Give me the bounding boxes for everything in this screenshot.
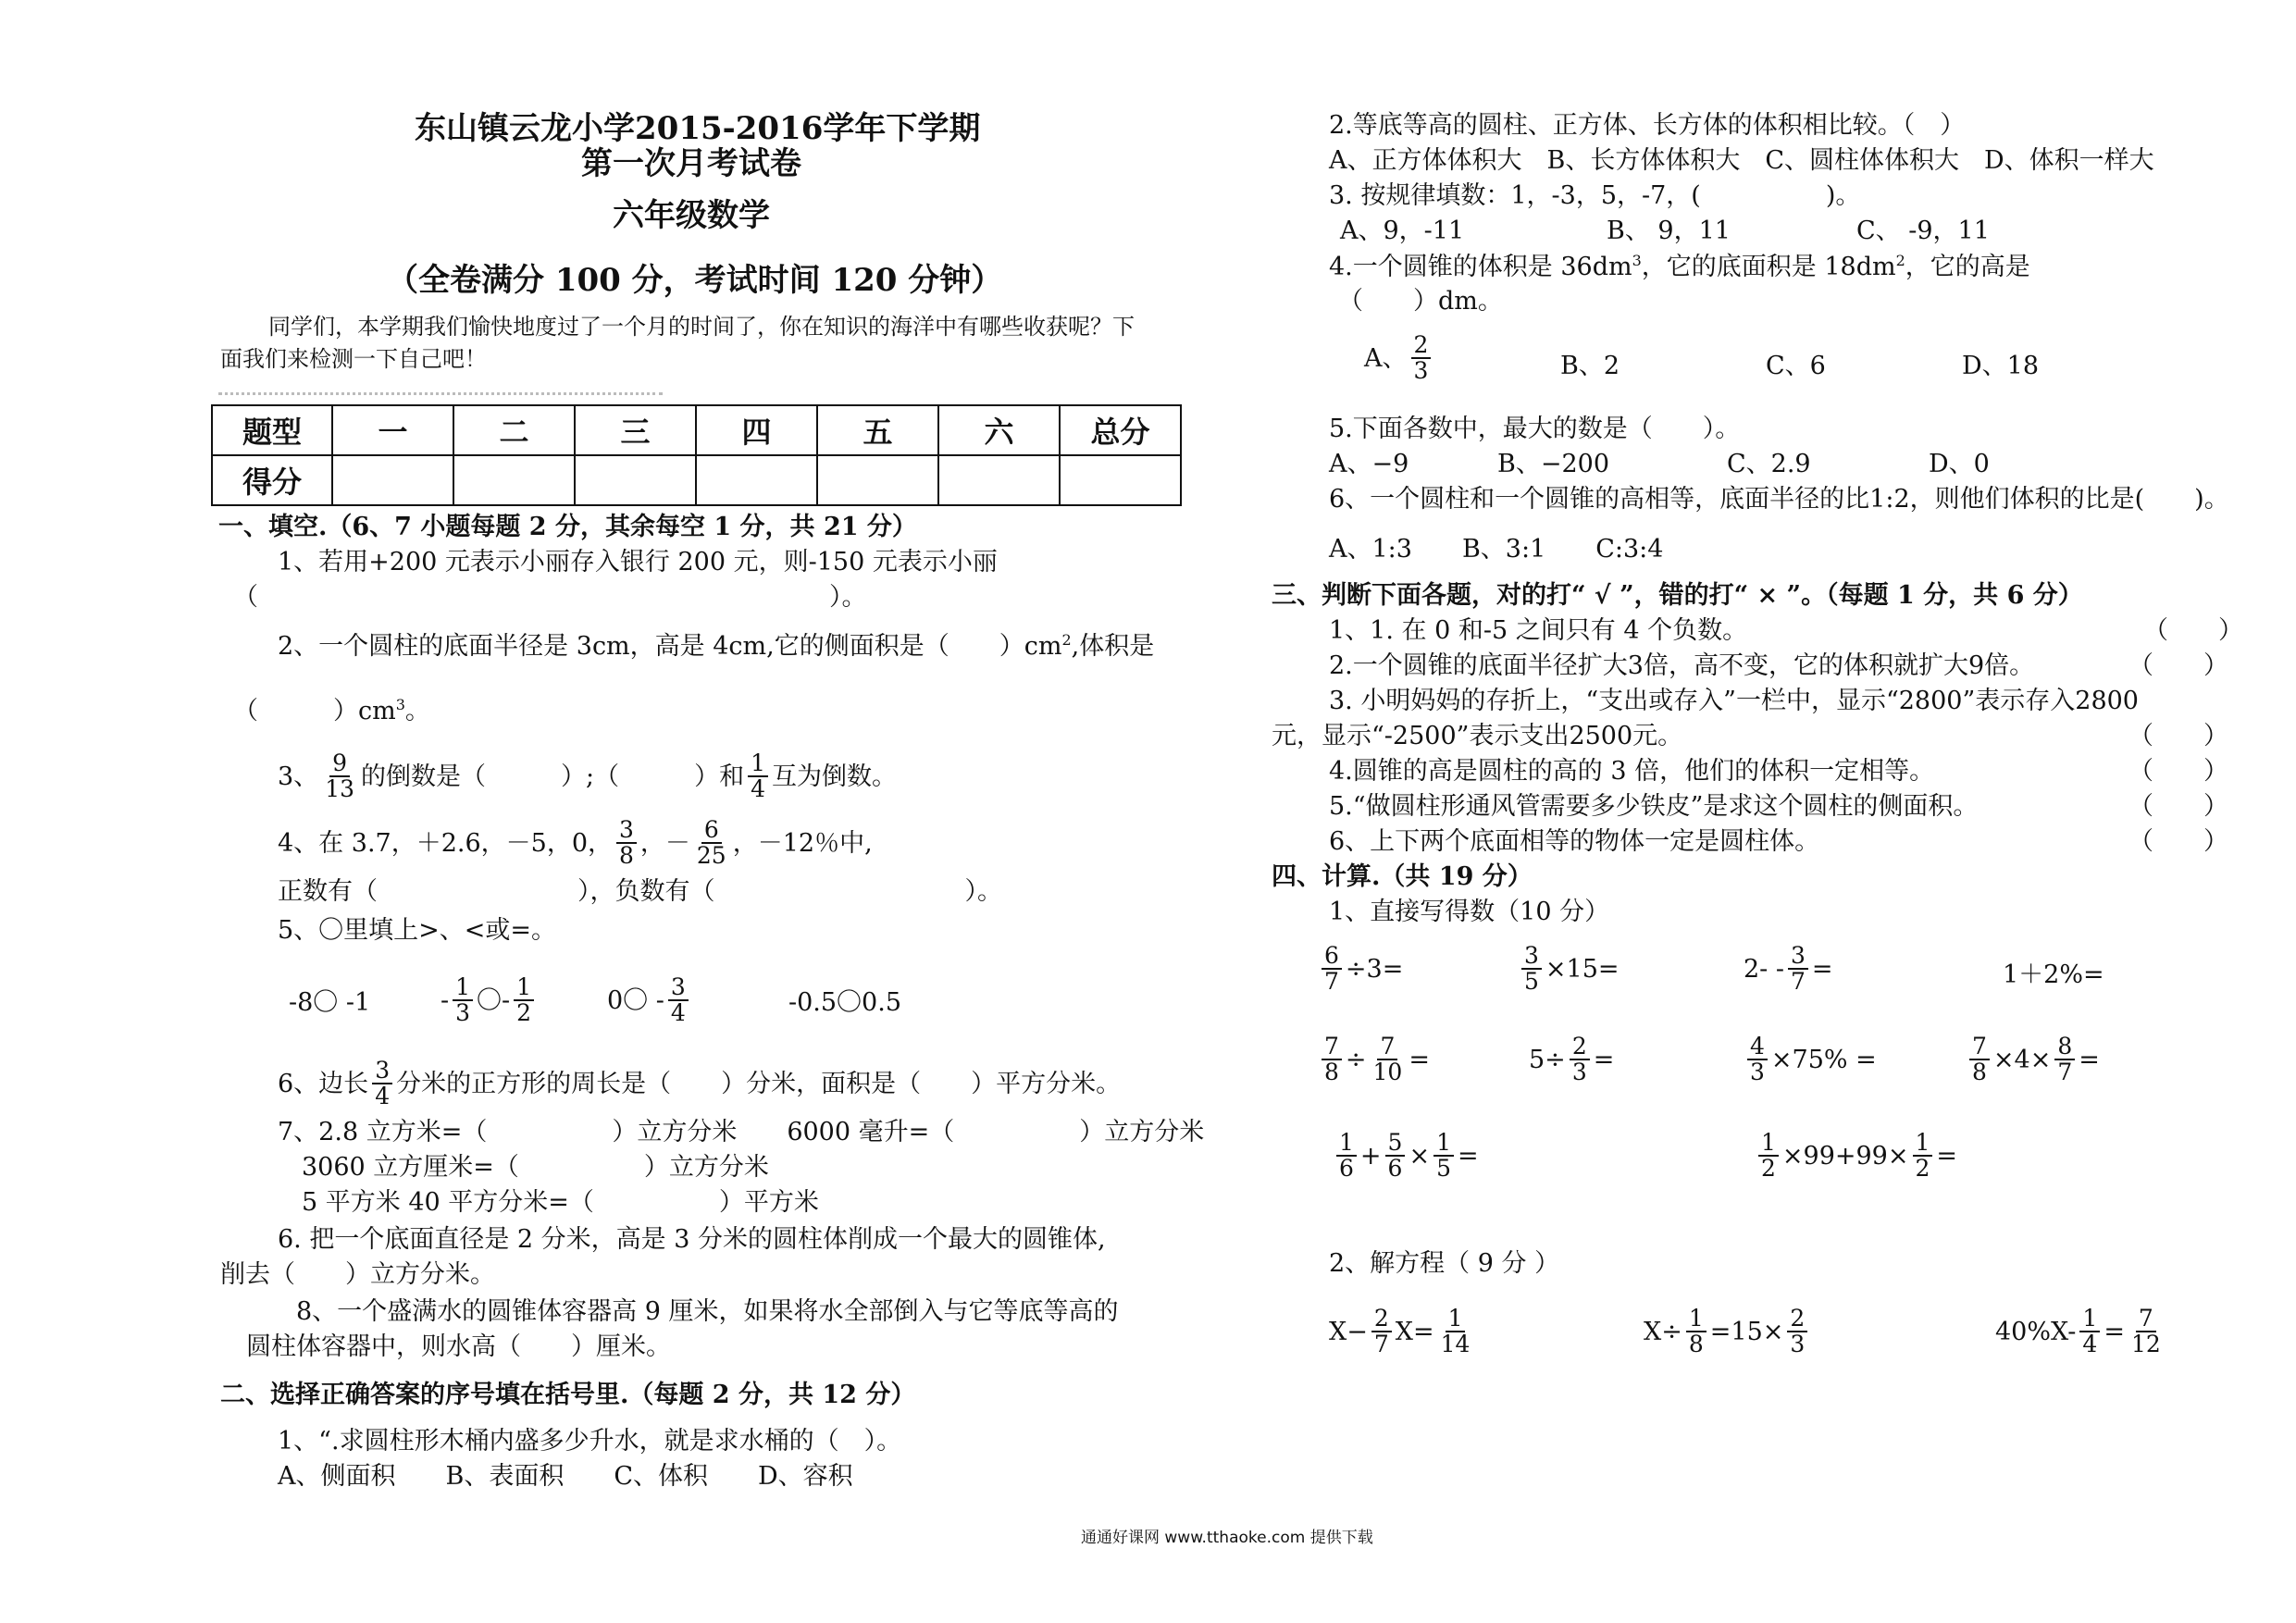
calc-item-4: 1＋2%= [2003, 960, 2104, 989]
score-header-cell: 三 [575, 405, 696, 455]
score-header-cell: 六 [938, 405, 1060, 455]
exam-subject: 六年级数学 [613, 197, 770, 234]
score-table [211, 404, 1182, 506]
s1-q5-a: -8〇 -1 [289, 988, 371, 1017]
score-cell[interactable] [696, 455, 817, 505]
s4-part1-title: 1、直接写得数（10 分） [1329, 898, 1610, 926]
calc-item-1: $\frac{6}{7}$ ÷3= [1318, 944, 1403, 995]
score-header-cell: 一 [332, 405, 453, 455]
score-cell[interactable] [332, 455, 453, 505]
score-table-score-row [212, 455, 1181, 505]
s2-q3-option-c: C、 -9，11 [1856, 217, 1990, 245]
s3-q1-answer[interactable]: （ ） [2143, 616, 2243, 645]
s1-q7-line3: 5 平方米 40 平方分米=（ ）平方米 [302, 1188, 819, 1217]
s1-q4-line2: 正数有（ ），负数有（ ）。 [278, 877, 1002, 906]
s2-q4-option-b: B、2 [1560, 352, 1620, 380]
s1-q1-line1: 1、若用+200 元表示小丽存入银行 200 元，则-150 元表示小丽 [278, 548, 998, 576]
footer-source: 通通好课网 www.tthaoke.com 提供下载 [1081, 1529, 1373, 1547]
s1-q7-line2: 3060 立方厘米=（ ）立方分米 [302, 1153, 769, 1182]
s2-q5-option-a: A、−9 [1329, 450, 1409, 478]
s2-q6: 6、一个圆柱和一个圆锥的高相等，底面半径的比1:2，则他们体积的比是( )。 [1329, 485, 2229, 514]
score-header-cell: 总分 [1060, 405, 1181, 455]
s2-q5-option-b: B、−200 [1497, 450, 1609, 478]
s2-q5-option-c: C、2.9 [1727, 450, 1811, 478]
calc-item-6: 5÷ $\frac{2}{3}$ = [1529, 1033, 1615, 1086]
calc-item-10: $\frac{1}{2}$ ×99+99× $\frac{1}{2}$ = [1755, 1131, 1957, 1182]
section-4-title: 四、计算.（共 19 分） [1272, 862, 1533, 891]
score-cell[interactable] [938, 455, 1060, 505]
score-header-cell: 四 [696, 405, 817, 455]
score-row-label: 得分 [212, 455, 332, 505]
s1-q2-line2: （ ）$cm^3$。 [233, 696, 430, 725]
s3-q4-answer[interactable]: （ ） [2128, 757, 2228, 786]
s2-q4: 4.一个圆锥的体积是 $36dm^3$，它的底面积是 $18dm^2$，它的高是 [1329, 252, 2030, 281]
exam-subtitle: 第一次月考试卷 [581, 145, 801, 182]
s3-q2: 2.一个圆锥的底面半径扩大3倍，高不变，它的体积就扩大9倍。 [1329, 651, 2035, 680]
s2-q4-option-c: C、6 [1766, 352, 1826, 380]
score-cell[interactable] [1060, 455, 1181, 505]
s3-q5: 5.“做圆柱形通风管需要多少铁皮”是求这个圆柱的侧面积。 [1329, 792, 1979, 821]
s1-q5: 5、〇里填上>、<或=。 [278, 916, 557, 945]
score-header-cell: 五 [817, 405, 938, 455]
dotted-divider [218, 392, 663, 395]
s1-q6: 6、边长 $\frac{3}{4}$ 分米的正方形的周长是（ ）分米，面积是（ ）平方分米。 [278, 1057, 1122, 1110]
s3-q5-answer[interactable]: （ ） [2128, 792, 2228, 821]
s2-q1-options: A、侧面积 B、表面积 C、体积 D、容积 [278, 1462, 853, 1491]
s1-q5-d: -0.5〇0.5 [788, 988, 902, 1017]
s2-q4-line2: （ ）dm。 [1338, 287, 1503, 316]
s2-q3: 3. 按规律填数：1，-3，5，-7，( )。 [1329, 181, 1861, 210]
s3-q3-line2: 元，显示“-2500”表示支出2500元。 [1272, 722, 1683, 750]
s4-part2-title: 2、解方程（ 9 分 ） [1329, 1249, 1560, 1278]
s1-q4: 4、在 3.7，＋2.6，－5，0， $\frac{3}{8}$ ，－ $\frac{6}{25}$ ，－12％中, [278, 816, 873, 870]
s1-q8-line1: 8、一个盛满水的圆锥体容器高 9 厘米，如果将水全部倒入与它等底等高的 [296, 1297, 1119, 1326]
calc-item-9: $\frac{1}{6}$ + $\frac{5}{6}$ × $\frac{1}{5}$ = [1333, 1131, 1479, 1182]
s3-q2-answer[interactable]: （ ） [2128, 651, 2228, 680]
s1-q5-b: - $\frac{1}{3}$ 〇- $\frac{1}{2}$ [441, 975, 538, 1026]
section-2-title: 二、选择正确答案的序号填在括号里.（每题 2 分，共 12 分） [220, 1381, 916, 1409]
exam-title: 东山镇云龙小学2015-2016学年下学期 [415, 110, 981, 147]
s2-q6-options: A、1:3 B、3:1 C:3:4 [1329, 535, 1664, 564]
exam-score-time: （全卷满分 100 分，考试时间 120 分钟） [387, 262, 1003, 299]
s3-q6-answer[interactable]: （ ） [2128, 827, 2228, 856]
s3-q6: 6、上下两个底面相等的物体一定是圆柱体。 [1329, 827, 1820, 856]
calc-item-8: $\frac{7}{8}$ ×4× $\frac{8}{7}$ = [1966, 1035, 2100, 1085]
s2-q4-option-d: D、18 [1962, 352, 2040, 380]
equation-3: 40%X- $\frac{1}{4}$ = $\frac{7}{12}$ [1995, 1305, 2161, 1358]
equation-2: X÷ $\frac{1}{8}$ =15× $\frac{2}{3}$ [1644, 1307, 1811, 1357]
s1-q5-c: 0〇 - $\frac{3}{4}$ [607, 975, 692, 1026]
score-cell[interactable] [453, 455, 575, 505]
s2-q3-option-b: B、 9，11 [1607, 217, 1731, 245]
s2-q2-options: A、正方体体积大 B、长方体体积大 C、圆柱体体积大 D、体积一样大 [1329, 146, 2154, 175]
s1-q2-line1: 2、一个圆柱的底面半径是 3cm，高是 4cm,它的侧面积是（ ）$cm^2$,体积是 [278, 631, 1155, 661]
s3-q3-answer[interactable]: （ ） [2128, 722, 2228, 750]
s1-q7-line1: 7、2.8 立方米=（ ）立方分米 6000 毫升=（ ）立方分米 [278, 1118, 1205, 1146]
s1-q1-open-paren: （ [233, 583, 258, 612]
s1-q8-line2: 圆柱体容器中，则水高（ ）厘米。 [246, 1332, 671, 1361]
s3-q4: 4.圆锥的高是圆柱的高的 3 倍，他们的体积一定相等。 [1329, 757, 1935, 786]
s2-q5: 5.下面各数中，最大的数是（ ）。 [1329, 415, 1741, 443]
s1-q3: 3、 $\frac{9}{13}$ 的倒数是（ ）;（ ）和 $\frac{1}{4}$ 互为倒数。 [278, 750, 898, 803]
section-1-title: 一、填空.（6、7 小题每题 2 分，其余每空 1 分，共 21 分） [218, 513, 917, 541]
s2-q4-option-a: A、 $\frac{2}{3}$ [1364, 333, 1434, 384]
calc-item-7: $\frac{4}{3}$ ×75% = [1744, 1035, 1877, 1085]
section-3-title: 三、判断下面各题，对的打“ √ ”，错的打“ × ”。（每题 1 分，共 6 分） [1272, 581, 2083, 610]
score-cell[interactable] [575, 455, 696, 505]
intro-line-2: 面我们来检测一下自己吧！ [220, 346, 487, 372]
score-table-header-row [212, 405, 1181, 455]
s1-q6b-line2: 削去（ ）立方分米。 [220, 1260, 495, 1289]
s1-q6b-line1: 6. 把一个底面直径是 2 分米，高是 3 分米的圆柱体削成一个最大的圆锥体, [278, 1225, 1106, 1254]
calc-item-5: $\frac{7}{8}$ ÷ $\frac{7}{10}$ = [1318, 1035, 1430, 1085]
intro-line-1: 同学们，本学期我们愉快地度过了一个月的时间了，你在知识的海洋中有哪些收获呢？下 [268, 314, 1135, 340]
calc-item-2: $\frac{3}{5}$ ×15= [1518, 944, 1620, 995]
s2-q3-option-a: A、9，-11 [1340, 217, 1465, 245]
s2-q2: 2.等底等高的圆柱、正方体、长方体的体积相比较。（ ） [1329, 111, 1966, 140]
score-header-cell: 二 [453, 405, 575, 455]
calc-item-3: 2- - $\frac{3}{7}$ = [1744, 942, 1833, 996]
s2-q5-option-d: D、0 [1929, 450, 1990, 478]
equation-1: X− $\frac{2}{7}$ X= $\frac{1}{14}$ [1329, 1305, 1471, 1358]
score-header-cell: 题型 [212, 405, 332, 455]
score-cell[interactable] [817, 455, 938, 505]
s3-q3-line1: 3. 小明妈妈的存折上，“支出或存入”一栏中，显示“2800”表示存入2800 [1329, 687, 2139, 715]
s1-q1-close-paren: ）。 [829, 583, 867, 612]
s3-q1: 1、1. 在 0 和-5 之间只有 4 个负数。 [1329, 616, 1748, 645]
s2-q1: 1、“.求圆柱形木桶内盛多少升水，就是求水桶的（ ）。 [278, 1427, 902, 1456]
